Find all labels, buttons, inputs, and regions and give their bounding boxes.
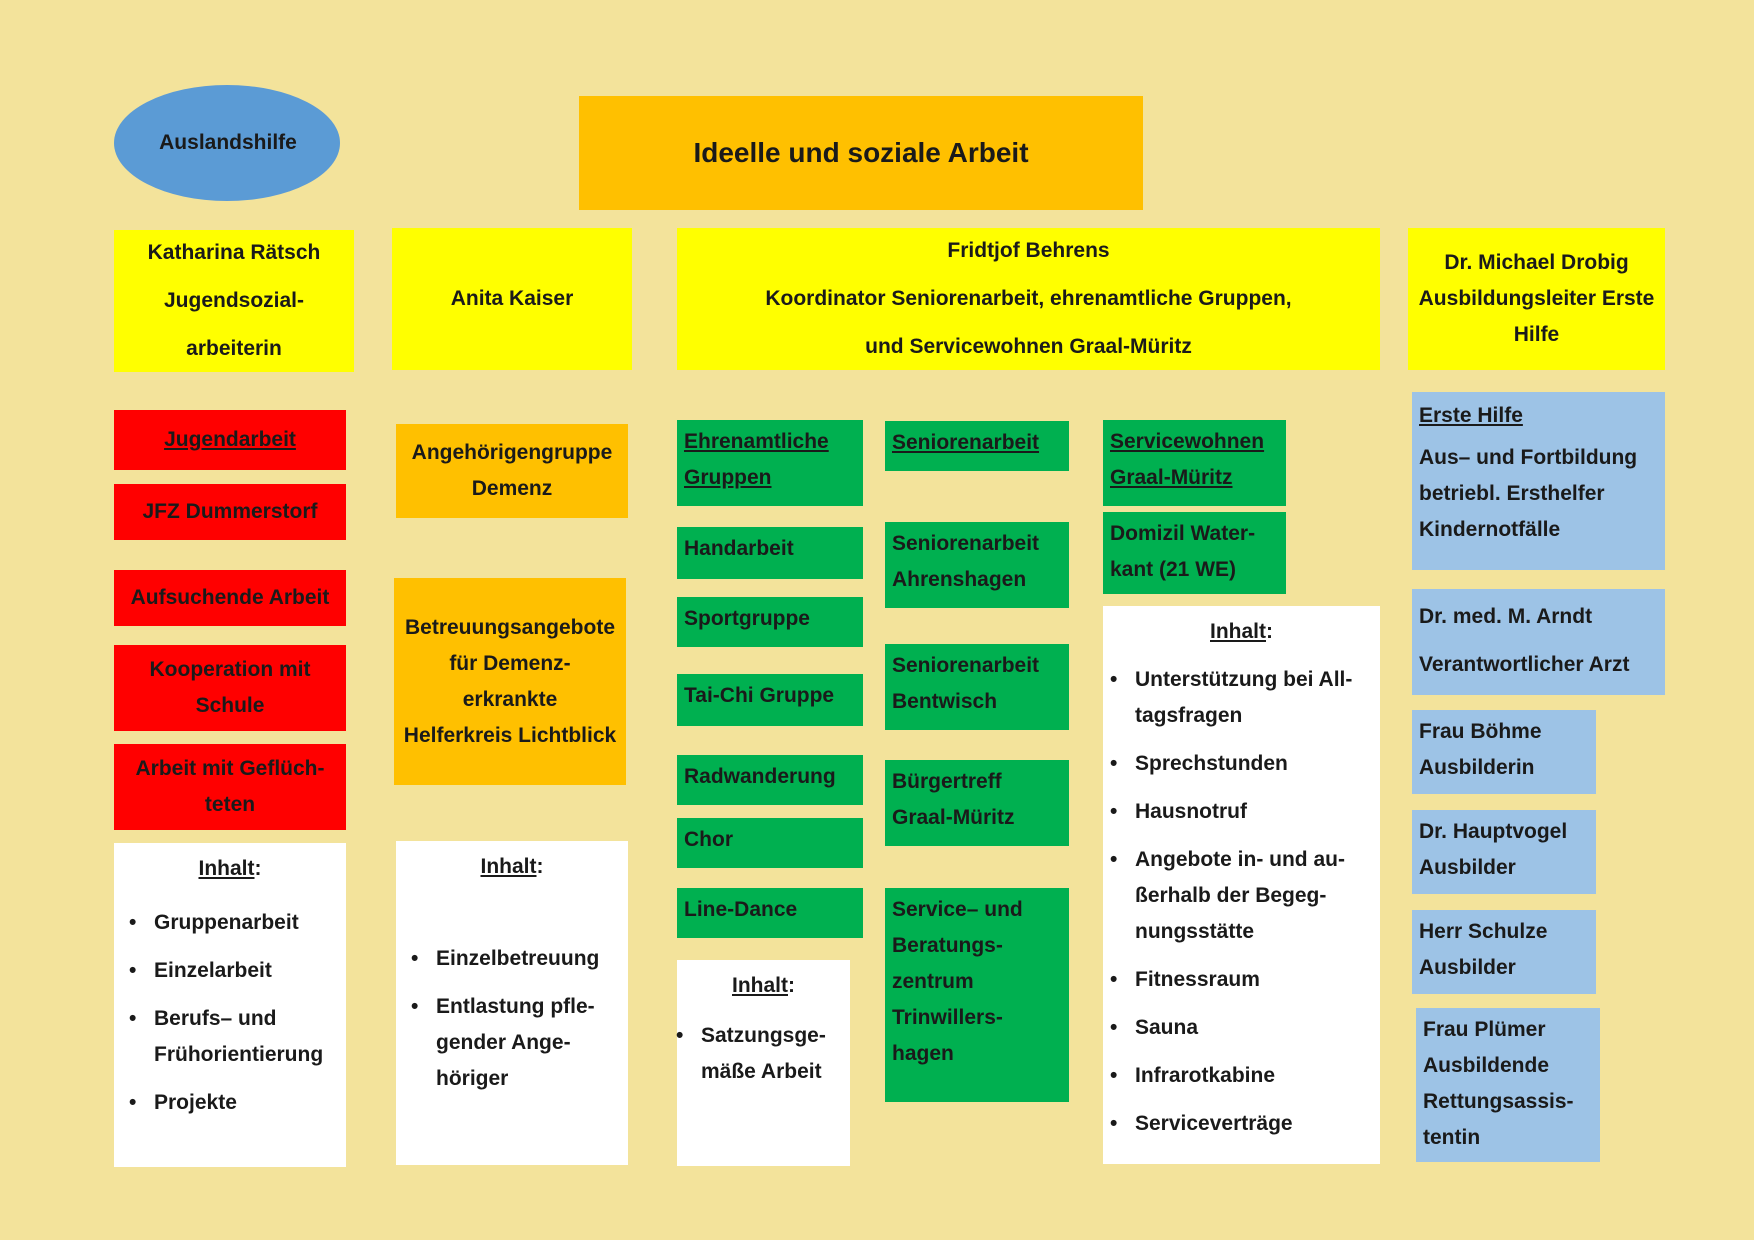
box-line: Rettungsassis- [1423, 1090, 1574, 1113]
inhalt-item-line: • Gruppenarbeit [154, 911, 299, 934]
box-line: Aufsuchende Arbeit [130, 586, 330, 609]
inhalt-item [701, 1018, 844, 1090]
item-angehoerigengruppe-demenz [396, 424, 628, 518]
box-line: teten [204, 793, 256, 816]
box-line: Graal-Müritz [1110, 466, 1233, 489]
item-seniorenarbeit-ahrenshagen [885, 522, 1069, 608]
item-jfz-dummerstorf [114, 484, 346, 540]
box-line: JFZ Dummerstorf [142, 500, 318, 523]
inhalt-heading: Inhalt: [480, 855, 544, 878]
item-ehrenamtliche-gruppen [677, 420, 863, 506]
box-line: Seniorenarbeit [892, 431, 1040, 454]
box-line: Chor [684, 828, 733, 851]
person-michael-drobig [1408, 228, 1665, 370]
item-erste-hilfe [1412, 392, 1665, 570]
inhalt-item [1135, 1010, 1372, 1046]
erste-hilfe-lines [1419, 440, 1658, 548]
box-line: Anita Kaiser [450, 287, 574, 310]
inhalt-item [1135, 842, 1372, 950]
box-line: erkrankte [462, 687, 558, 711]
box-line: Koordinator Seniorenarbeit, ehrenamtliche Gruppen, [765, 287, 1292, 310]
box-line: Kindernotfälle [1419, 518, 1561, 541]
inhalt-item [1135, 962, 1372, 998]
item-radwanderung [677, 755, 863, 805]
main-title-box [579, 96, 1143, 210]
box-line: Servicewohnen [1110, 430, 1265, 453]
box-line: Bentwisch [892, 690, 998, 713]
box-line: Line-Dance [684, 898, 798, 921]
inhalt-item-line: • Unterstützung bei All- [1135, 668, 1353, 691]
inhalt-item [154, 1085, 338, 1121]
inhalt-item-line: • Sprechstunden [1135, 752, 1288, 775]
inhalt-heading: Inhalt: [1210, 620, 1273, 643]
inhalt-item [154, 1001, 338, 1073]
inhalt-item-line: tagsfragen [1135, 704, 1243, 727]
inhalt-heading: Inhalt: [198, 857, 262, 880]
inhalt-item [154, 905, 338, 941]
auslandshilfe-label: Auslandshilfe [159, 131, 297, 154]
box-line: Seniorenarbeit [892, 654, 1040, 677]
item-arbeit-gefluechtete [114, 744, 346, 830]
inhalt-heading: Inhalt: [732, 974, 795, 997]
inhalt-item-line: höriger [436, 1067, 509, 1090]
box-line: Handarbeit [684, 537, 794, 560]
box-line: Ausbildende [1423, 1054, 1550, 1077]
item-domizil-waterkant [1103, 512, 1286, 594]
inhalt-item-line: • Sauna [1135, 1016, 1199, 1039]
inhalt-list-col3 [683, 1018, 844, 1090]
box-line: Gruppen [684, 466, 772, 489]
box-line: Frau Böhme [1419, 720, 1542, 743]
item-buergertreff-graal-mueritz [885, 760, 1069, 846]
inhalt-item [1135, 1106, 1372, 1142]
box-line: Betreuungsangebote [404, 615, 616, 639]
box-line: hagen [892, 1042, 954, 1065]
inhalt-item-line: • Einzelarbeit [154, 959, 272, 982]
box-line: Hilfe [1513, 323, 1560, 346]
inhalt-item-line: • Fitnessraum [1135, 968, 1260, 991]
box-line: Verantwortlicher Arzt [1419, 653, 1630, 676]
inhalt-box-col5 [1103, 606, 1380, 1164]
inhalt-item [154, 953, 338, 989]
box-line: Ausbilder [1419, 956, 1516, 979]
box-line: Dr. Hauptvogel [1419, 820, 1568, 843]
inhalt-item-line: • Einzelbetreuung [436, 947, 600, 970]
box-line: Schule [195, 694, 265, 717]
inhalt-list-col2 [404, 941, 620, 1097]
inhalt-item-line: ßerhalb der Begeg- [1135, 884, 1327, 907]
inhalt-item [1135, 746, 1372, 782]
box-line: Ausbildungsleiter Erste [1418, 287, 1655, 310]
item-seniorenarbeit [885, 421, 1069, 471]
inhalt-item [436, 941, 620, 977]
box-line: Ausbilder [1419, 856, 1516, 879]
box-line: Sportgruppe [684, 607, 810, 630]
box-line: Kooperation mit [149, 658, 311, 681]
inhalt-item-line: • Serviceverträge [1135, 1112, 1293, 1135]
inhalt-box-col3 [677, 960, 850, 1166]
item-jugendarbeit [114, 410, 346, 470]
box-line: zentrum [892, 970, 974, 993]
box-line: Katharina Rätsch [147, 241, 321, 264]
item-betreuungsangebote-demenz [394, 578, 626, 785]
box-line: Beratungs- [892, 934, 1003, 957]
inhalt-item [1135, 662, 1372, 734]
inhalt-item-line: • Infrarotkabine [1135, 1064, 1276, 1087]
inhalt-item [1135, 1058, 1372, 1094]
inhalt-item-line: mäße Arbeit [701, 1060, 822, 1083]
inhalt-item-line: Frühorientierung [154, 1043, 324, 1066]
inhalt-item-line: • Berufs– und [154, 1007, 277, 1030]
person-anita-kaiser [392, 228, 632, 370]
box-line: Jugendarbeit [164, 428, 296, 451]
inhalt-item-line: • Hausnotruf [1135, 800, 1247, 823]
box-line: Fridtjof Behrens [947, 239, 1110, 262]
box-line: Service– und [892, 898, 1023, 921]
inhalt-box-col1 [114, 843, 346, 1167]
box-line: Dr. med. M. Arndt [1419, 605, 1593, 628]
box-line: Arbeit mit Geflüch- [135, 757, 325, 780]
inhalt-box-col2 [396, 841, 628, 1165]
box-line: Tai-Chi Gruppe [684, 684, 835, 707]
item-handarbeit [677, 527, 863, 579]
inhalt-item-line: nungsstätte [1135, 920, 1255, 943]
item-aufsuchende-arbeit [114, 570, 346, 626]
box-line: Graal-Müritz [892, 806, 1015, 829]
person-fridtjof-behrens [677, 228, 1380, 370]
item-sportgruppe [677, 597, 863, 647]
box-line: Bürgertreff [892, 770, 1002, 793]
item-chor [677, 818, 863, 868]
box-line: Dr. Michael Drobig [1444, 251, 1629, 274]
item-seniorenarbeit-bentwisch [885, 644, 1069, 730]
inhalt-item [436, 989, 620, 1097]
main-title: Ideelle und soziale Arbeit [693, 137, 1029, 168]
inhalt-item-line: • Angebote in- und au- [1135, 848, 1345, 871]
box-line: Trinwillers- [892, 1006, 1003, 1029]
box-line: Frau Plümer [1423, 1018, 1546, 1041]
box-line: Ehrenamtliche [684, 430, 829, 453]
box-line: Herr Schulze [1419, 920, 1548, 943]
box-line: und Servicewohnen Graal-Müritz [865, 335, 1192, 358]
item-line-dance [677, 888, 863, 938]
box-line: Radwanderung [684, 765, 836, 788]
box-line: betriebl. Ersthelfer [1419, 482, 1605, 505]
item-servicewohnen-graal-mueritz [1103, 420, 1286, 506]
inhalt-item-line: • Entlastung pfle- [436, 995, 595, 1018]
inhalt-item [1135, 794, 1372, 830]
box-line: Domizil Water- [1110, 522, 1256, 545]
box-line: Demenz [471, 477, 553, 500]
item-service-beratungszentrum [885, 888, 1069, 1102]
item-frau-boehme [1412, 710, 1596, 794]
box-line: Ahrenshagen [892, 568, 1027, 591]
box-line: Seniorenarbeit [892, 532, 1040, 555]
inhalt-list-col1 [122, 905, 338, 1121]
box-line: Aus– und Fortbildung [1419, 446, 1638, 469]
box-line: arbeiterin [186, 337, 282, 360]
person-katharina-raetsch [114, 230, 354, 372]
item-dr-med-arndt [1412, 589, 1665, 695]
box-line: kant (21 WE) [1110, 558, 1237, 581]
item-tai-chi-gruppe [677, 674, 863, 726]
box-line: Angehörigengruppe [411, 441, 613, 464]
box-line: Jugendsozial- [163, 289, 305, 312]
box-line: Helferkreis Lichtblick [403, 723, 617, 747]
erste-hilfe-title: Erste Hilfe [1419, 404, 1523, 427]
box-line: für Demenz- [449, 651, 571, 675]
inhalt-list-col5 [1111, 662, 1372, 1142]
item-kooperation-schule [114, 645, 346, 731]
inhalt-item-line: • Projekte [154, 1091, 237, 1114]
inhalt-item-line: gender Ange- [436, 1031, 571, 1054]
box-line: tentin [1423, 1126, 1481, 1149]
inhalt-item-line: • Satzungsge- [701, 1024, 826, 1047]
item-herr-schulze [1412, 910, 1596, 994]
item-dr-hauptvogel [1412, 810, 1596, 894]
box-line: Ausbilderin [1419, 756, 1535, 779]
item-frau-pluemer [1416, 1008, 1600, 1162]
